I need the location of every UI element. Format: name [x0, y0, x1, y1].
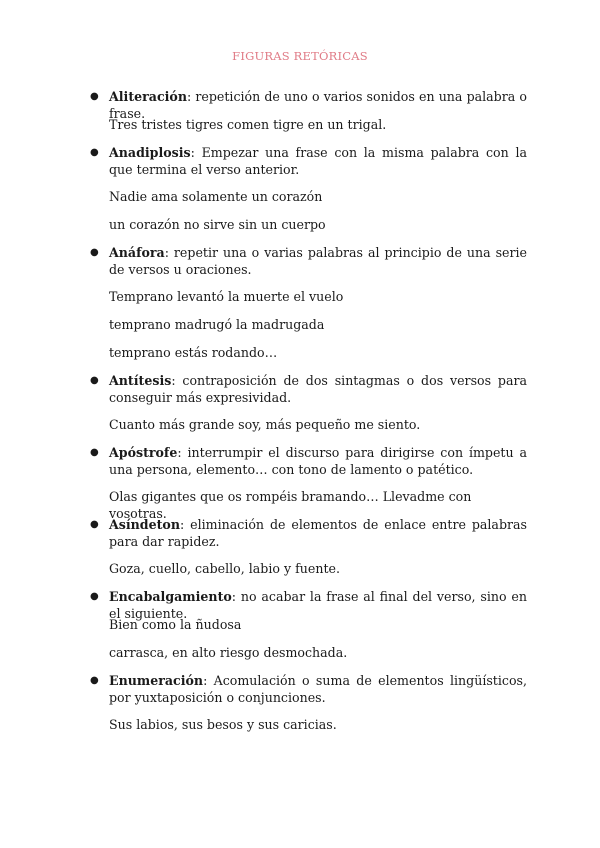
bullet-icon: ●: [90, 519, 99, 530]
term-definition: : eliminación de elementos de enlace entre palabras para dar rapidez.: [109, 517, 527, 549]
example-line: Nadie ama solamente un corazón: [109, 189, 323, 204]
bullet-icon: ●: [90, 675, 99, 686]
term-definition: : Empezar una frase con la misma palabra con la que termina el verso anterior.: [109, 145, 527, 177]
term-definition: : repetición de uno o varios sonidos en una palabra o frase.: [109, 89, 527, 121]
bullet-icon: ●: [90, 147, 99, 158]
bullet-icon: ●: [90, 375, 99, 386]
example-line: Bien como la ñudosa: [109, 617, 242, 632]
example-line: Olas gigantes que os rompéis bramando… Llevadme con vosotras.: [109, 489, 472, 521]
term-definition: : contraposición de dos sintagmas o dos versos para conseguir más expresividad.: [109, 373, 527, 405]
list-item-antitesis: [109, 373, 527, 406]
term-label: Anadiplosis: [109, 145, 191, 160]
term-label: Asíndeton: [109, 517, 180, 532]
term-definition: : interrumpir el discurso para dirigirse con ímpetu a una persona, elemento… con tono de lamento o patético.: [109, 445, 527, 477]
example-line: Goza, cuello, cabello, labio y fuente.: [109, 561, 340, 576]
list-item-apostrofe: [109, 445, 527, 478]
term-definition: : repetir una o varias palabras al principio de una serie de versos u oraciones.: [109, 245, 527, 277]
term-definition: : no acabar la frase al final del verso, sino en el siguiente.: [109, 589, 527, 621]
example-line: Tres tristes tigres comen tigre en un trigal.: [109, 117, 387, 132]
bullet-icon: ●: [90, 447, 99, 458]
bullet-icon: ●: [90, 247, 99, 258]
example-line: temprano madrugó la madrugada: [109, 317, 325, 332]
document-title: FIGURAS RETÓRICAS: [232, 49, 368, 63]
example-line: Sus labios, sus besos y sus caricias.: [109, 717, 337, 732]
term-label: Anáfora: [109, 245, 165, 260]
list-item-anadiplosis: [109, 145, 527, 178]
example-line: un corazón no sirve sin un cuerpo: [109, 217, 326, 232]
list-item-anafora: [109, 245, 527, 278]
term-label: Antítesis: [109, 373, 172, 388]
term-label: Enumeración: [109, 673, 204, 688]
example-line: carrasca, en alto riesgo desmochada.: [109, 645, 348, 660]
example-line: temprano estás rodando…: [109, 345, 278, 360]
list-item-enumeracion: [109, 673, 527, 706]
term-label: Apóstrofe: [109, 445, 178, 460]
term-label: Aliteración: [109, 89, 187, 104]
example-line: Cuanto más grande soy, más pequeño me siento.: [109, 417, 421, 432]
example-line: Temprano levantó la muerte el vuelo: [109, 289, 344, 304]
list-item-asindeton: [109, 517, 527, 550]
term-label: Encabalgamiento: [109, 589, 232, 604]
bullet-icon: ●: [90, 591, 99, 602]
term-definition: : Acomulación o suma de elementos lingüísticos, por yuxtaposición o conjunciones.: [109, 673, 527, 705]
bullet-icon: ●: [90, 91, 99, 102]
